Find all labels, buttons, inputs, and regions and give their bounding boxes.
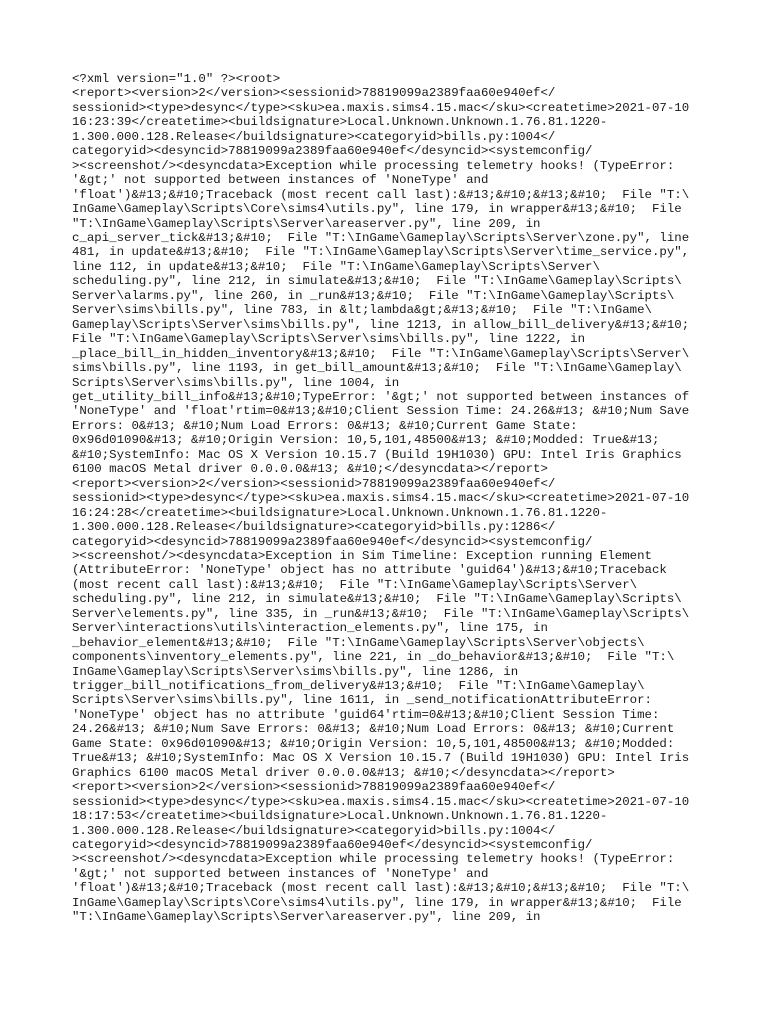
text-line: InGame\Gameplay\Scripts\Core\sims4\utils.py", line 179, in wrapper&#13;&#10; File xyxy=(72,895,682,910)
text-line: c_api_server_tick&#13;&#10; File "T:\InGame\Gameplay\Scripts\Server\zone.py", line xyxy=(72,230,690,245)
text-line: Errors: 0&#13; &#10;Num Load Errors: 0&#13; &#10;Current Game State: xyxy=(72,418,578,433)
text-line: Server\interactions\utils\interaction_elements.py", line 175, in xyxy=(72,621,548,636)
text-line: categoryid><desyncid>78819099a2389faa60e940ef</desyncid><systemconfig/ xyxy=(72,144,593,159)
text-line: 1.300.000.128.Release</buildsignature><categoryid>bills.py:1004</ xyxy=(72,129,556,144)
text-line: Server\sims\bills.py", line 783, in &lt;lambda&gt;&#13;&#10; File "T:\InGame\ xyxy=(72,303,652,318)
text-line: Game State: 0x96d01090&#13; &#10;Origin Version: 10,5,101,48500&#13; &#10;Modded: xyxy=(72,736,675,751)
text-line: scheduling.py", line 212, in simulate&#13;&#10; File "T:\InGame\Gameplay\Scripts\ xyxy=(72,592,682,607)
text-line: 'NoneType' object has no attribute 'guid64'rtim=0&#13;&#10;Client Session Time: xyxy=(72,707,660,722)
text-line: "T:\InGame\Gameplay\Scripts\Server\areaserver.py", line 209, in xyxy=(72,216,541,231)
text-line: "T:\InGame\Gameplay\Scripts\Server\areaserver.py", line 209, in xyxy=(72,910,541,925)
text-line: 18:17:53</createtime><buildsignature>Local.Unknown.Unknown.1.76.81.1220- xyxy=(72,809,608,824)
text-line: File "T:\InGame\Gameplay\Scripts\Server\sims\bills.py", line 1222, in xyxy=(72,332,586,347)
text-line: 481, in update&#13;&#10; File "T:\InGame\Gameplay\Scripts\Server\time_service.py", xyxy=(72,245,690,260)
text-line: ><screenshot/><desyncdata>Exception while processing telemetry hooks! (TypeError: xyxy=(72,158,675,173)
text-line: sessionid><type>desync</type><sku>ea.maxis.sims4.15.mac</sku><createtime>2021-07-10 xyxy=(72,794,690,809)
text-line: get_utility_bill_info&#13;&#10;TypeError: '&gt;' not supported between instances of xyxy=(72,389,690,404)
text-line: 1.300.000.128.Release</buildsignature><categoryid>bills.py:1286</ xyxy=(72,520,556,535)
text-line: components\inventory_elements.py", line 221, in _do_behavior&#13;&#10; File "T:\ xyxy=(72,650,675,665)
text-line: True&#13; &#10;SystemInfo: Mac OS X Version 10.15.7 (Build 19H1030) GPU: Intel Iris xyxy=(72,751,690,766)
text-line: sessionid><type>desync</type><sku>ea.maxis.sims4.15.mac</sku><createtime>2021-07-10 xyxy=(72,100,690,115)
text-line: <report><version>2</version><sessionid>78819099a2389faa60e940ef</ xyxy=(72,780,556,795)
text-line: Server\alarms.py", line 260, in _run&#13;&#10; File "T:\InGame\Gameplay\Scripts\ xyxy=(72,288,675,303)
text-line: 'float')&#13;&#10;Traceback (most recent call last):&#13;&#10;&#13;&#10; File "T:\ xyxy=(72,881,690,896)
text-line: 6100 macOS Metal driver 0.0.0.0&#13; &#10;</desyncdata></report> xyxy=(72,462,548,477)
text-line: Server\elements.py", line 335, in _run&#13;&#10; File "T:\InGame\Gameplay\Scripts\ xyxy=(72,606,690,621)
text-line: '&gt;' not supported between instances of 'NoneType' and xyxy=(72,173,489,188)
text-line: <?xml version="1.0" ?><root> xyxy=(72,72,281,86)
text-line: ><screenshot/><desyncdata>Exception while processing telemetry hooks! (TypeError: xyxy=(72,852,675,867)
text-line: (most recent call last):&#13;&#10; File "T:\InGame\Gameplay\Scripts\Server\ xyxy=(72,577,638,592)
text-line: <report><version>2</version><sessionid>78819099a2389faa60e940ef</ xyxy=(72,476,556,491)
text-line: Gameplay\Scripts\Server\sims\bills.py", line 1213, in allow_bill_delivery&#13;&#10; xyxy=(72,317,690,332)
text-line: 24.26&#13; &#10;Num Save Errors: 0&#13; &#10;Num Load Errors: 0&#13; &#10;Current xyxy=(72,722,675,737)
text-line: line 112, in update&#13;&#10; File "T:\InGame\Gameplay\Scripts\Server\ xyxy=(72,259,600,274)
text-line: _behavior_element&#13;&#10; File "T:\InGame\Gameplay\Scripts\Server\objects\ xyxy=(72,635,645,650)
text-line: InGame\Gameplay\Scripts\Core\sims4\utils.py", line 179, in wrapper&#13;&#10; File xyxy=(72,202,682,217)
text-line: '&gt;' not supported between instances of 'NoneType' and xyxy=(72,866,489,881)
text-line: 'NoneType' and 'float'rtim=0&#13;&#10;Client Session Time: 24.26&#13; &#10;Num Save xyxy=(72,404,690,419)
text-line: InGame\Gameplay\Scripts\Server\sims\bills.py", line 1286, in xyxy=(72,664,519,679)
text-line: 16:24:28</createtime><buildsignature>Local.Unknown.Unknown.1.76.81.1220- xyxy=(72,505,608,520)
text-line: trigger_bill_notifications_from_delivery&#13;&#10; File "T:\InGame\Gameplay\ xyxy=(72,679,645,694)
text-line: ><screenshot/><desyncdata>Exception in Sim Timeline: Exception running Element xyxy=(72,548,652,563)
text-line: sims\bills.py", line 1193, in get_bill_amount&#13;&#10; File "T:\InGame\Gameplay\ xyxy=(72,361,682,376)
log-text-block xyxy=(72,72,712,925)
text-line: Scripts\Server\sims\bills.py", line 1611, in _send_notificationAttributeError: xyxy=(72,693,652,708)
text-line: <report><version>2</version><sessionid>78819099a2389faa60e940ef</ xyxy=(72,86,556,101)
text-line: categoryid><desyncid>78819099a2389faa60e940ef</desyncid><systemconfig/ xyxy=(72,838,593,853)
text-line: 0x96d01090&#13; &#10;Origin Version: 10,5,101,48500&#13; &#10;Modded: True&#13; xyxy=(72,433,660,448)
text-line: &#10;SystemInfo: Mac OS X Version 10.15.7 (Build 19H1030) GPU: Intel Iris Graphics xyxy=(72,447,682,462)
text-line: scheduling.py", line 212, in simulate&#13;&#10; File "T:\InGame\Gameplay\Scripts\ xyxy=(72,274,682,289)
text-line: sessionid><type>desync</type><sku>ea.maxis.sims4.15.mac</sku><createtime>2021-07-10 xyxy=(72,491,690,506)
text-line: Graphics 6100 macOS Metal driver 0.0.0.0&#13; &#10;</desyncdata></report> xyxy=(72,765,615,780)
text-line: 16:23:39</createtime><buildsignature>Local.Unknown.Unknown.1.76.81.1220- xyxy=(72,115,608,130)
text-line: _place_bill_in_hidden_inventory&#13;&#10; File "T:\InGame\Gameplay\Scripts\Server\ xyxy=(72,346,690,361)
text-line: 1.300.000.128.Release</buildsignature><categoryid>bills.py:1004</ xyxy=(72,823,556,838)
text-line: 'float')&#13;&#10;Traceback (most recent call last):&#13;&#10;&#13;&#10; File "T:\ xyxy=(72,187,690,202)
text-line: (AttributeError: 'NoneType' object has no attribute 'guid64')&#13;&#10;Traceback xyxy=(72,563,667,578)
text-line: categoryid><desyncid>78819099a2389faa60e940ef</desyncid><systemconfig/ xyxy=(72,534,593,549)
text-line: Scripts\Server\sims\bills.py", line 1004, in xyxy=(72,375,400,390)
